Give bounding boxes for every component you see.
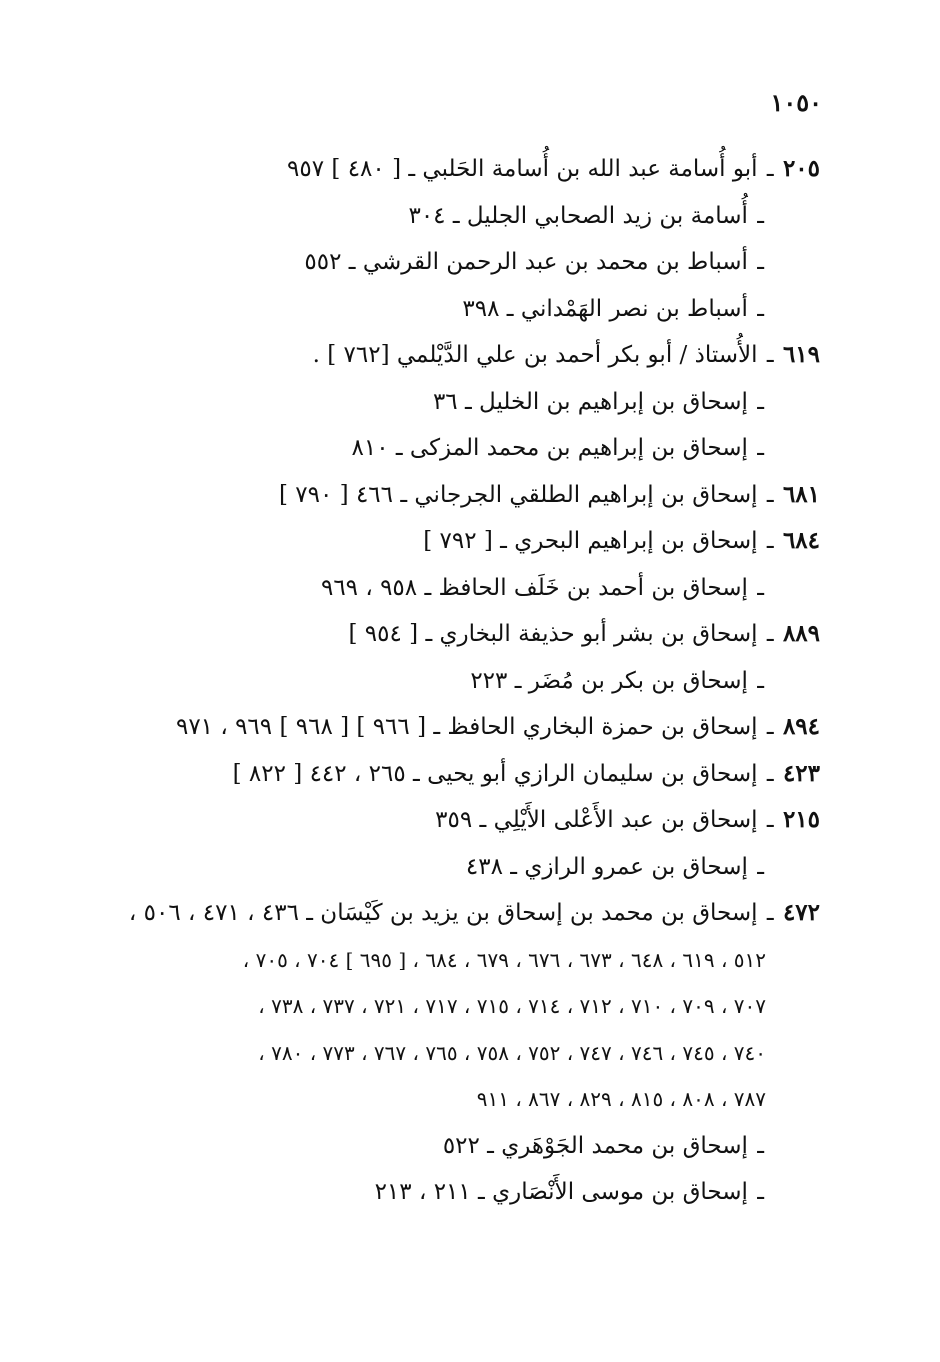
index-entry: ٦٨٤ ـ إسحاق بن إبراهيم البحري ـ [ ٧٩٢ ] [423, 527, 820, 554]
entry-continuation: ٧٠٧ ، ٧٠٩ ، ٧١٠ ، ٧١٢ ، ٧١٤ ، ٧١٥ ، ٧١٧ ، ٧٢١ ، ٧٣٧ ، ٧٣٨ ، [258, 994, 766, 1018]
entry-text: أبو أُسامة عبد الله بن أُسامة الحَلبي ـ [ ٤٨٠ ] ٩٥٧ [287, 156, 758, 182]
entry-text: إسحاق بن إبراهيم بن محمد المزكى ـ ٨١٠ [351, 435, 748, 461]
entry-number: ٢٠٥ [782, 155, 820, 182]
entry-text: إسحاق بن محمد بن إسحاق بن يزيد بن كَيْسَان ـ ٤٣٦ ، ٤٧١ ، ٥٠٦ ، [128, 900, 758, 926]
entry-text: إسحاق بن إبراهيم بن الخليل ـ ٣٦ [432, 388, 748, 415]
entry-text: إسحاق بن محمد الجَوْهَري ـ ٥٢٢ [442, 1132, 748, 1159]
index-entry: ٤٧٢ ـ إسحاق بن محمد بن إسحاق بن يزيد بن كَيْسَان ـ ٤٣٦ ، ٤٧١ ، ٥٠٦ ، [128, 899, 820, 926]
index-entry: ـ إسحاق بن محمد الجَوْهَري ـ ٥٢٢ [442, 1132, 764, 1159]
entry-text: إسحاق بن بشر أبو حذيفة البخاري ـ [ ٩٥٤ ] [348, 621, 758, 647]
index-entry: ٢١٥ ـ إسحاق بن عبد الأَعْلى الأَيْلِي ـ ٣٥٩ [435, 806, 820, 833]
entry-continuation: ٧٤٠ ، ٧٤٥ ، ٧٤٦ ، ٧٤٧ ، ٧٥٢ ، ٧٥٨ ، ٧٦٥ ، ٧٦٧ ، ٧٧٣ ، ٧٨٠ ، [258, 1040, 766, 1065]
page-number: ١٠٥٠ [770, 88, 822, 117]
entry-continuation: ٥١٢ ، ٦١٩ ، ٦٤٨ ، ٦٧٣ ، ٦٧٦ ، ٦٧٩ ، ٦٨٤ ، [ ٦٩٥ ] ٧٠٤ ، ٧٠٥ ، [242, 947, 766, 972]
entry-text: إسحاق بن سليمان الرازي أبو يحيى ـ ٢٦٥ ، ٤٤٢ [ ٨٢٢ ] [232, 760, 758, 787]
entry-text: إسحاق بن بكر بن مُضَر ـ ٢٢٣ [470, 667, 748, 694]
index-list [110, 146, 820, 1216]
index-entry: ٢٠٥ ـ أبو أُسامة عبد الله بن أُسامة الحَلبي ـ [ ٤٨٠ ] ٩٥٧ [287, 155, 820, 182]
entry-number: ٦١٩ [782, 341, 820, 368]
entry-text: إسحاق بن إبراهيم الطلقي الجرجاني ـ ٤٦٦ [ ٧٩٠ ] [278, 481, 758, 508]
entry-number: ٨٨٩ [782, 620, 820, 647]
entry-number: ٨٩٤ [782, 713, 820, 740]
entry-text: إسحاق بن عبد الأَعْلى الأَيْلِي ـ ٣٥٩ [435, 807, 758, 833]
entry-text: إسحاق بن إبراهيم البحري ـ [ ٧٩٢ ] [423, 528, 758, 554]
index-entry: ـ إسحاق بن موسى الأَنْصَاري ـ ٢١١ ، ٢١٣ [374, 1179, 764, 1205]
entry-number: ٢١٥ [782, 806, 820, 833]
entry-text: إسحاق بن موسى الأَنْصَاري ـ ٢١١ ، ٢١٣ [374, 1179, 748, 1205]
entry-number: ٤٢٣ [782, 759, 820, 787]
index-entry: ٤٢٣ ـ إسحاق بن سليمان الرازي أبو يحيى ـ ٢٦٥ ، ٤٤٢ [ ٨٢٢ ] [232, 759, 820, 787]
entry-text: أُسامة بن زيد الصحابي الجليل ـ ٣٠٤ [408, 202, 748, 229]
entry-text: إسحاق بن أحمد بن خَلَف الحافظ ـ ٩٥٨ ، ٩٦٩ [320, 574, 748, 601]
index-entry: ٨٩٤ ـ إسحاق بن حمزة البخاري الحافظ ـ [ ٩٦٦ ] [ ٩٦٨ ] ٩٦٩ ، ٩٧١ [175, 713, 820, 740]
entry-text: إسحاق بن حمزة البخاري الحافظ ـ [ ٩٦٦ ] [ ٩٦٨ ] ٩٦٩ ، ٩٧١ [175, 714, 758, 740]
entry-text: الأُستاذ / أبو بكر أحمد بن علي الدَّيْلمي [٧٦٢ ] . [312, 342, 758, 368]
index-entry: ـ إسحاق بن بكر بن مُضَر ـ ٢٢٣ [470, 667, 764, 694]
entry-text: إسحاق بن عمرو الرازي ـ ٤٣٨ [465, 853, 748, 880]
index-entry: ـ إسحاق بن إبراهيم بن محمد المزكى ـ ٨١٠ [351, 435, 764, 461]
index-entry: ٦١٩ ـ الأُستاذ / أبو بكر أحمد بن علي الدَّيْلمي [٧٦٢ ] . [312, 341, 820, 368]
entry-number: ٦٨٤ [782, 527, 820, 554]
entry-text: أسباط بن محمد بن عبد الرحمن القرشي ـ ٥٥٢ [304, 249, 748, 275]
entry-number: ٦٨١ [782, 480, 820, 508]
entry-text: أسباط بن نصر الهَمْداني ـ ٣٩٨ [462, 295, 748, 322]
index-entry: ـ أسباط بن محمد بن عبد الرحمن القرشي ـ ٥٥٢ [304, 249, 764, 275]
index-entry: ـ إسحاق بن أحمد بن خَلَف الحافظ ـ ٩٥٨ ، ٩٦٩ [320, 574, 764, 601]
entry-continuation: ٧٨٧ ، ٨٠٨ ، ٨١٥ ، ٨٢٩ ، ٨٦٧ ، ٩١١ [476, 1087, 766, 1111]
index-entry: ٨٨٩ ـ إسحاق بن بشر أبو حذيفة البخاري ـ [ ٩٥٤ ] [348, 620, 820, 647]
entry-number: ٤٧٢ [782, 899, 820, 926]
index-entry: ـ أسباط بن نصر الهَمْداني ـ ٣٩٨ [462, 295, 764, 322]
index-entry: ـ أُسامة بن زيد الصحابي الجليل ـ ٣٠٤ [408, 202, 764, 229]
index-entry: ٦٨١ ـ إسحاق بن إبراهيم الطلقي الجرجاني ـ ٤٦٦ [ ٧٩٠ ] [278, 480, 820, 508]
index-entry: ـ إسحاق بن عمرو الرازي ـ ٤٣٨ [465, 853, 764, 880]
index-entry: ـ إسحاق بن إبراهيم بن الخليل ـ ٣٦ [432, 388, 764, 415]
